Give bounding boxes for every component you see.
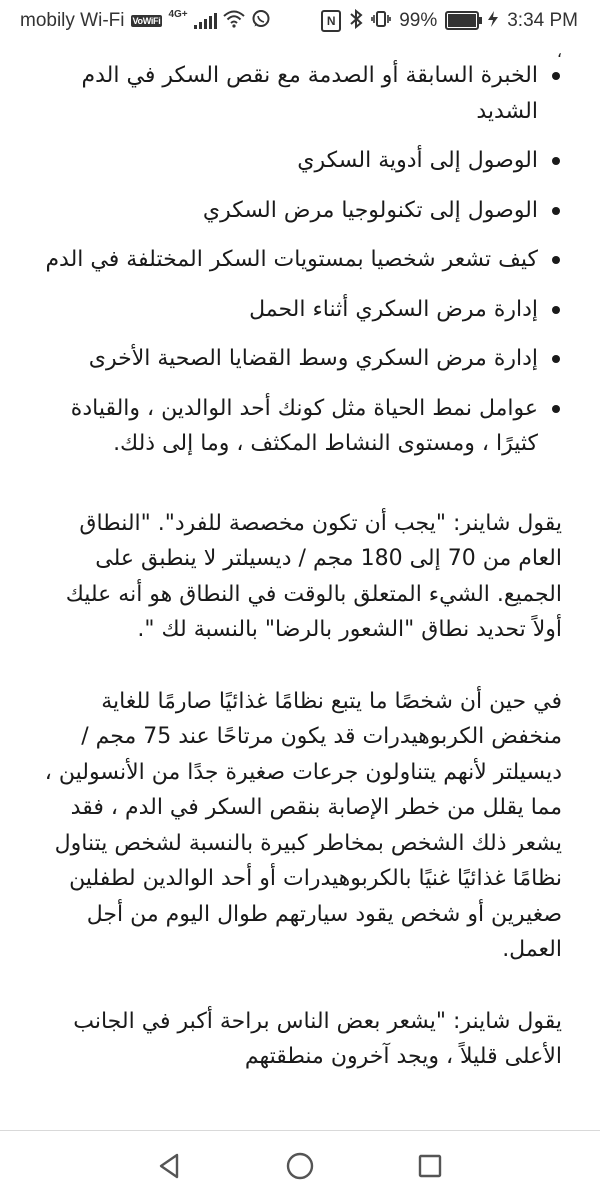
list-item: الوصول إلى تكنولوجيا مرض السكري [34, 193, 562, 229]
recent-square-icon [415, 1151, 445, 1181]
clock-label: 3:34 PM [507, 9, 578, 31]
list-item: عوامل نمط الحياة مثل كونك أحد الوالدين ، والقيادة كثيرًا ، ومستوى النشاط المكثف ، وما إلى ذلك. [34, 391, 562, 462]
vibrate-icon [371, 9, 391, 32]
navigation-bar [0, 1130, 600, 1201]
nfc-icon: N [321, 10, 341, 32]
signal-icon [194, 13, 217, 29]
previous-text-fragment: ، [556, 42, 562, 61]
back-triangle-icon [155, 1151, 185, 1181]
paragraph: في حين أن شخصًا ما يتبع نظامًا غذائيًا صارمًا للغاية منخفض الكربوهيدرات قد يكون مرتاحًا عند 75 مجم / ديسيلتر لأنهم يتناولون جرعات صغيرة جدًا من الأنسولين ، مما يقلل من خطر الإصابة بنقص السكر في الدم ، فقد يشعر ذلك الشخص بمخاطر كبيرة بالنسبة لشخص يتناول نظامًا غذائيًا غنيًا بالكربوهيدرات أو أحد الوالدين لطفلين صغيرين أو شخص يقود سيارتهم طوال اليوم من أجل العمل. [44, 688, 562, 962]
list-item: الخبرة السابقة أو الصدمة مع نقص السكر في الدم الشديد [34, 58, 562, 129]
status-left [20, 9, 271, 32]
paragraph: يقول شاينر: "يجب أن تكون مخصصة للفرد". "النطاق العام من 70 إلى 180 مجم / ديسيلتر لا ينطبق على الجميع. الشيء المتعلق بالوقت في النطاق هو أنه عليك أولاً تحديد نطاق "الشعور بالرضا" بالنسبة لك ". [65, 510, 562, 642]
bluetooth-icon [349, 9, 363, 32]
list-item: إدارة مرض السكري أثناء الحمل [34, 292, 562, 328]
whatsapp-icon [251, 9, 271, 32]
list-item: الوصول إلى أدوية السكري [34, 143, 562, 179]
paragraph: يقول شاينر: "يشعر بعض الناس براحة أكبر في الجانب الأعلى قليلاً ، ويجد آخرون منطقتهم [73, 1008, 562, 1069]
list-item: كيف تشعر شخصيا بمستويات السكر المختلفة في الدم [34, 242, 562, 278]
battery-percent-label: 99% [399, 9, 438, 31]
home-button[interactable] [285, 1151, 315, 1181]
article-body [0, 40, 600, 1075]
charging-icon [487, 10, 499, 31]
home-circle-icon [285, 1151, 315, 1181]
status-bar [0, 0, 600, 40]
article-scroll-area[interactable] [0, 40, 600, 1130]
network-type-label: 4G+ [168, 9, 188, 20]
back-button[interactable] [155, 1151, 185, 1181]
recent-apps-button[interactable] [415, 1151, 445, 1181]
list-item: إدارة مرض السكري وسط القضايا الصحية الأخرى [34, 341, 562, 377]
vowifi-badge: VoWiFi [132, 15, 161, 26]
bullet-list [34, 58, 562, 462]
carrier-label: mobily Wi-Fi [20, 9, 125, 31]
status-right [321, 9, 578, 32]
wifi-icon [223, 10, 245, 31]
battery-icon [445, 11, 479, 30]
